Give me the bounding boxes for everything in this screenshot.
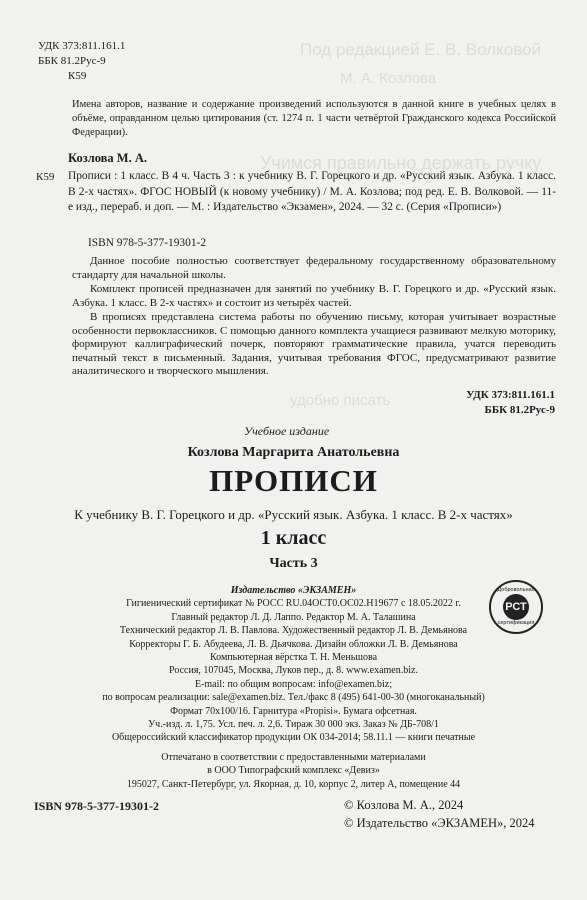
bleed-line-3: Учимся правильно держать ручку — [260, 153, 542, 173]
paragraph-3 — [72, 311, 556, 379]
imprint-certificate: Гигиенический сертификат № РОСС RU.04ОСТ0.ОС02.Н19677 с 18.05.2022 г. — [126, 598, 461, 610]
paragraph-2-text: Комплект прописей предназначен для занятий по учебнику В. Г. Горецкого и др. «Русский язык. Азбука. 1 класс. В 2-х частях» и состоит из четырёх частей. — [72, 283, 556, 309]
paragraph-1-text: Данное пособие полностью соответствует федеральному государственному образовательному стандарту для начальной школы. — [72, 255, 556, 281]
bleed-line-4: удобно писать — [290, 392, 391, 409]
imprint-publisher: Издательство «ЭКЗАМЕН» — [230, 585, 357, 596]
k59-top: К59 — [68, 70, 87, 82]
part: Часть 3 — [269, 556, 318, 571]
book-title: ПРОПИСИ — [209, 463, 378, 498]
imprint-tech-editor: Технический редактор Л. В. Павлова. Художественный редактор Л. В. Демьянова — [119, 625, 468, 637]
imprint-printed-3: 195027, Санкт-Петербург, ул. Якорная, д. 10, корпус 2, литер А, помещение 44 — [126, 778, 461, 790]
seal-top-text: Добровольная — [497, 587, 535, 593]
isbn-bottom: ISBN 978-5-377-19301-2 — [34, 799, 159, 813]
imprint-chief-editor: Главный редактор Л. Д. Лаппо. Редактор М. А. Талашина — [171, 611, 416, 623]
imprint-print-data: Уч.-изд. л. 1,75. Усл. печ. л. 2,6. Тираж 30 000 экз. Заказ № ДБ-708/1 — [148, 719, 439, 731]
k59-left: К59 — [36, 171, 55, 183]
bbk-right: ББК 81.2Рус-9 — [484, 404, 555, 416]
imprint-layout: Компьютерная вёрстка Т. Н. Меньшова — [209, 652, 378, 664]
full-author: Козлова Маргарита Анатольевна — [187, 445, 400, 460]
copyright-publisher: © Издательство «ЭКЗАМЕН», 2024 — [344, 816, 535, 830]
isbn-inline: ISBN 978-5-377-19301-2 — [88, 237, 207, 249]
imprint-classifier: Общероссийский классификатор продукции ОК 034-2014; 58.11.1 — книги печатные — [111, 732, 476, 744]
book-subtitle: К учебнику В. Г. Горецкого и др. «Русский язык. Азбука. 1 класс. В 2-х частях» — [74, 507, 513, 522]
bbk-top: ББК 81.2Рус-9 — [38, 55, 106, 67]
imprint-email-sales: по вопросам реализации: sale@examen.biz. Тел./факс 8 (495) 641-00-30 (многоканальный) — [102, 692, 485, 704]
bleed-line-2: М. А. Козлова — [340, 70, 437, 87]
seal-bottom-text: сертификация — [497, 620, 535, 626]
author-heading: Козлова М. А. — [68, 151, 147, 165]
imprint-email-general: E-mail: по общим вопросам: info@examen.biz; — [194, 678, 393, 690]
udk-right: УДК 373:811.161.1 — [466, 389, 555, 401]
imprint-format: Формат 70х100/16. Гарнитура «Propisi». Бумага офсетная. — [170, 705, 417, 717]
seal-emblem: РСТ — [503, 594, 529, 620]
imprint-correctors: Корректоры Г. Б. Абудеева, Л. В. Дьячкова. Дизайн обложки Л. В. Демьянова — [129, 638, 458, 650]
copyright-notice: Имена авторов, название и содержание произведений используются в данной книге в учебных целях в объёме, оправданном целью цитирования (ст. 1274 п. 1 части четвёртой Гражданского кодекса Российской Федерации). — [72, 99, 556, 138]
paragraph-1 — [72, 255, 556, 282]
bleed-line-1: Под редакцией Е. В. Волковой — [300, 40, 541, 59]
edition-type: Учебное издание — [244, 424, 330, 438]
paragraph-2 — [72, 283, 556, 310]
udk-top: УДК 373:811.161.1 — [38, 40, 126, 52]
imprint-block — [0, 584, 587, 791]
grade: 1 класс — [260, 527, 327, 549]
imprint-printed-1: Отпечатано в соответствии с предоставленными материалами — [161, 751, 426, 763]
paragraph-3-text: В прописях представлена система работы по обучению письму, которая учитывает возрастные особенности первоклассников. С помощью данного комплекта учащиеся развивают мелкую моторику, формируют каллиграфический почерк, повторяют грамматические правила, учатся переводить печатный текст в письменный. Задания, учитывая требования ФГОС, предусматривают развитие аналитического и творческого мышления. — [72, 311, 556, 378]
imprint-printed-2: в ООО Типографский комплекс «Девиз» — [207, 765, 380, 777]
bibliographic-record: Прописи : 1 класс. В 4 ч. Часть 3 : к учебнику В. Г. Горецкого и др. «Русский язык. Азбука. 1 класс. В 2-х частях». ФГОС НОВЫЙ (к новому учебнику) / М. А. Козлова; под ред. Е. В. Волковой. — 11-е изд., перераб. и доп. — М. : Издательство «Экзамен», 2024. — 32 с. (Серия «Прописи») — [68, 170, 556, 214]
copyright-author: © Козлова М. А., 2024 — [344, 798, 464, 812]
imprint-address: Россия, 107045, Москва, Луков пер., д. 8. www.examen.biz. — [169, 665, 418, 677]
